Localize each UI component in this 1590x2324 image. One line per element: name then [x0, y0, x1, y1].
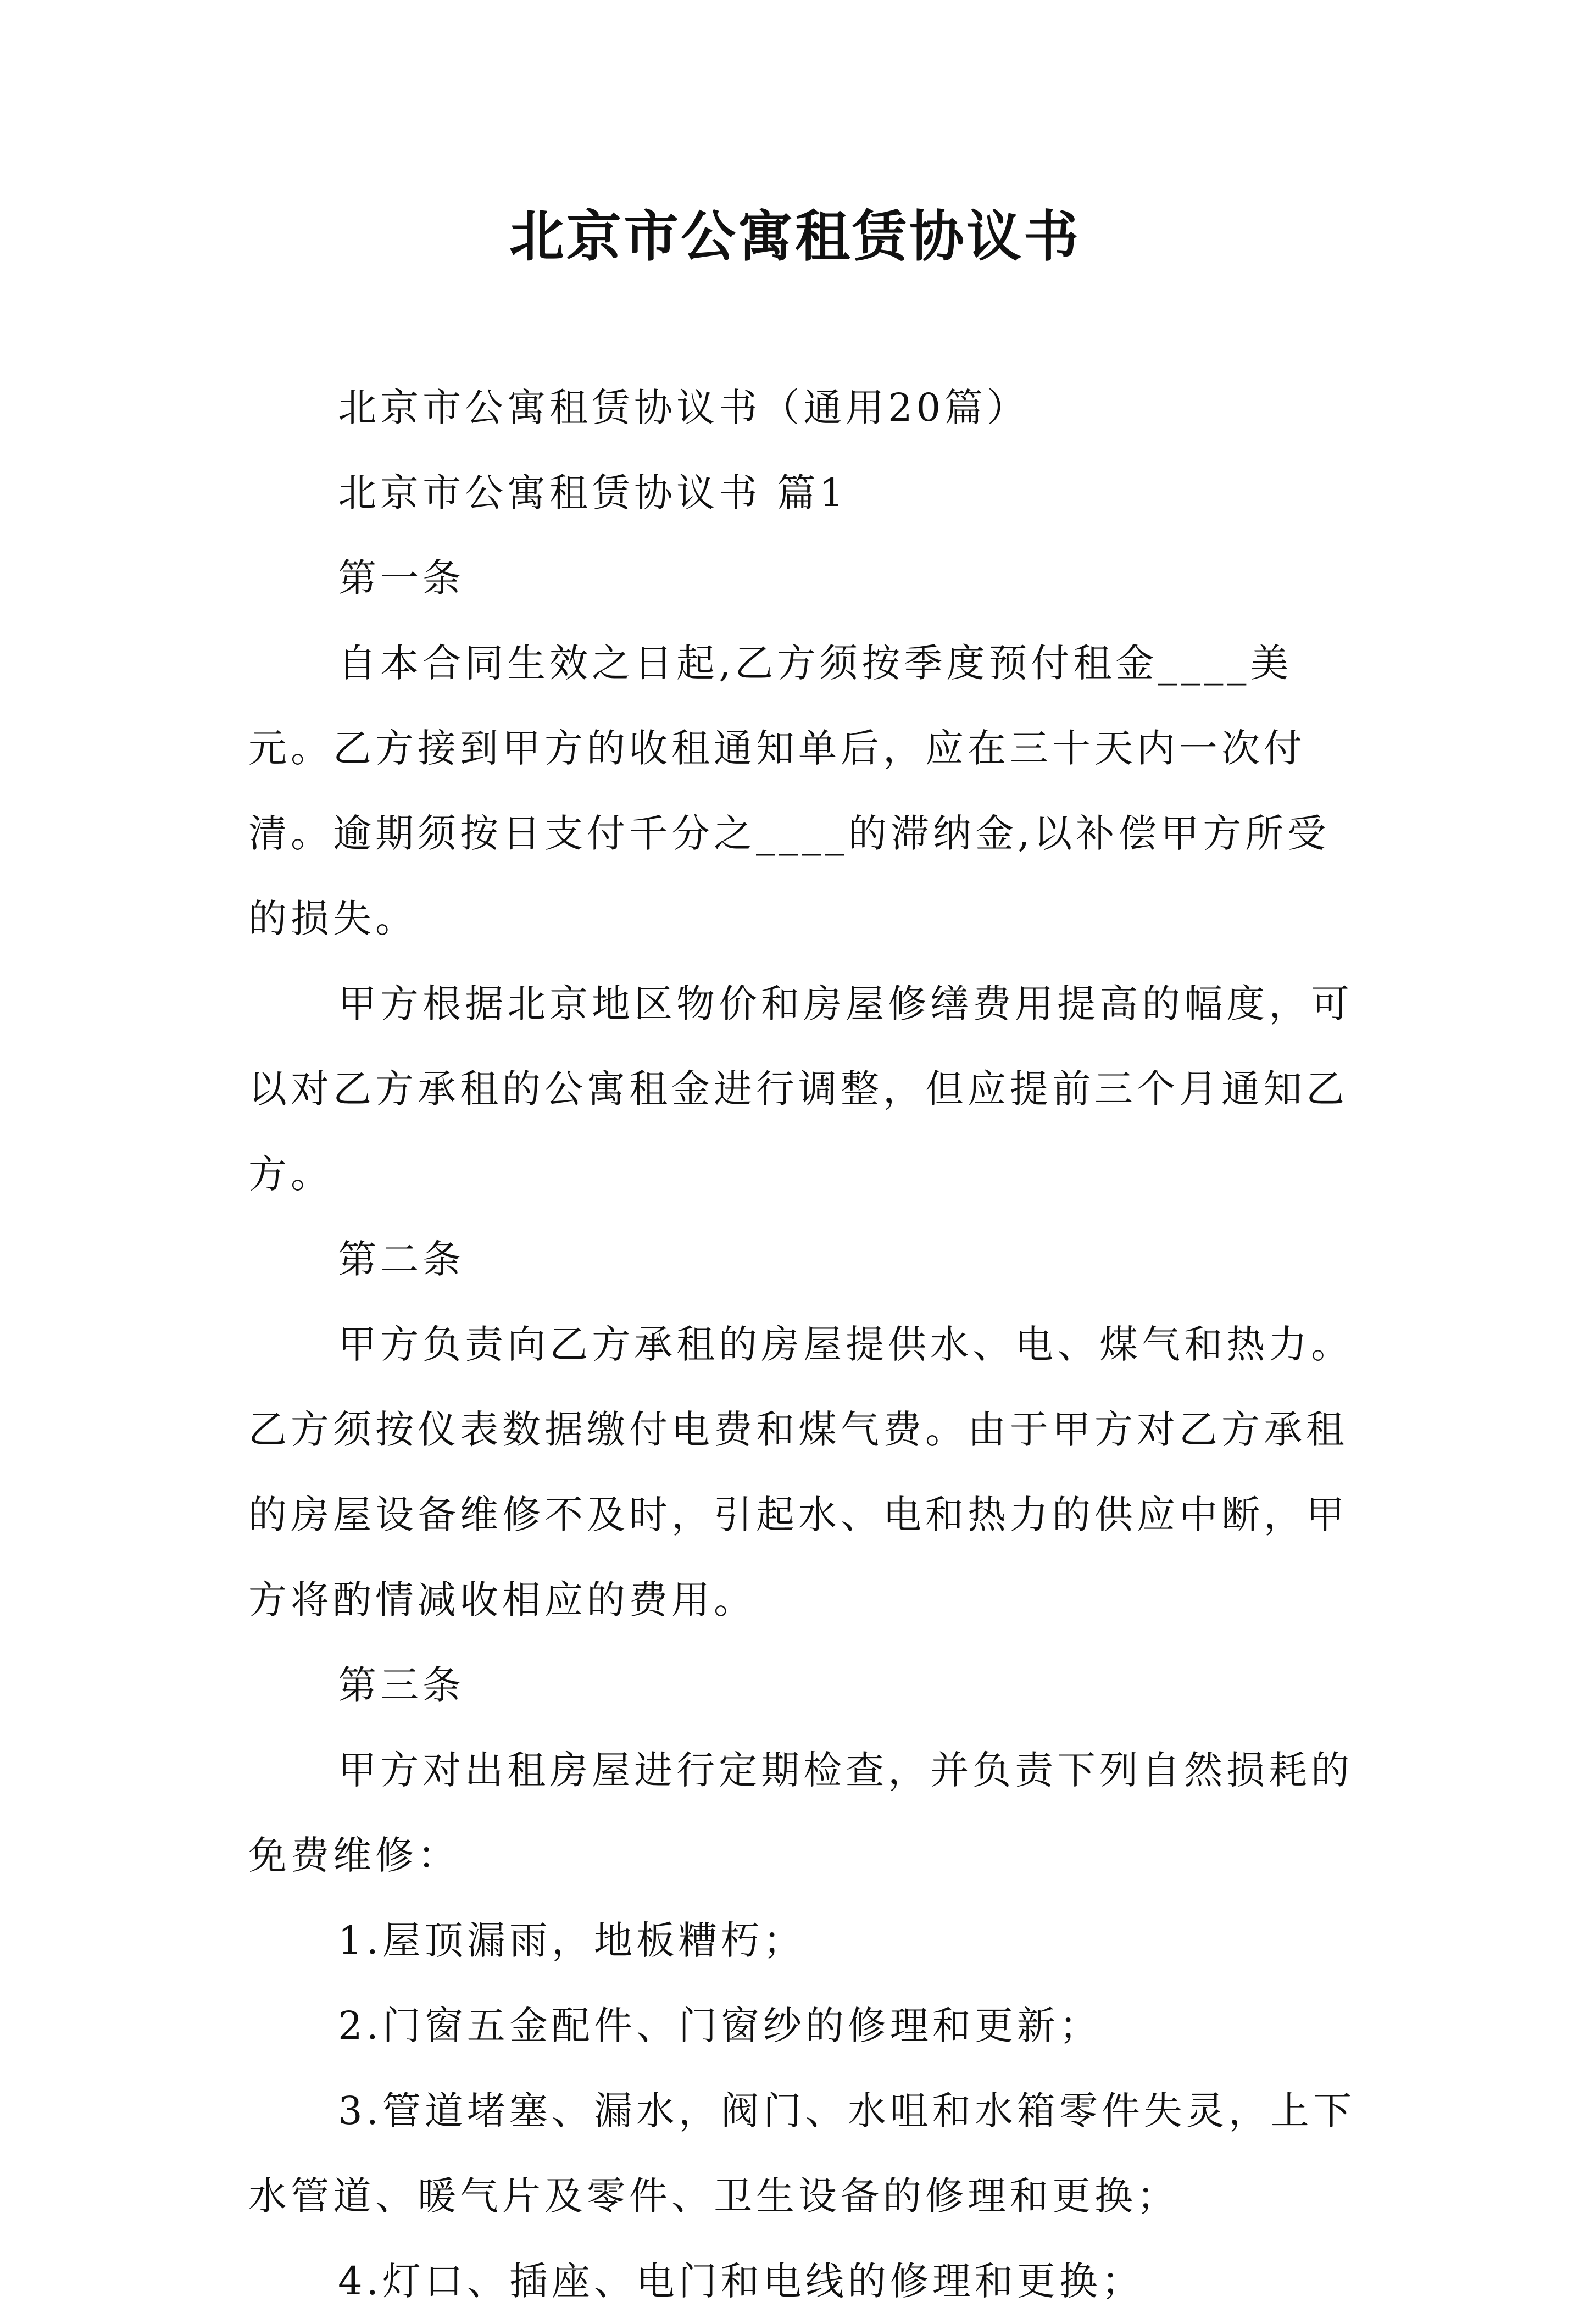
article-heading: 第二条	[338, 1237, 465, 1282]
document-title: 北京市公寓租赁协议书	[509, 204, 1081, 269]
list-item: 3.管道堵塞、漏水，阀门、水咀和水箱零件失灵，上下水管道、暖气片及零件、卫生设备的修理和更换；	[248, 2088, 1355, 2219]
list-item: 1.屋顶漏雨，地板糟朽；	[338, 1918, 805, 1963]
document-body	[248, 365, 1369, 2324]
article-heading: 第三条	[338, 1663, 465, 1708]
section-heading: 北京市公寓租赁协议书 篇1	[338, 470, 848, 515]
body-paragraph: 甲方对出租房屋进行定期检查，并负责下列自然损耗的免费维修：	[248, 1748, 1354, 1878]
body-paragraph: 甲方负责向乙方承租的房屋提供水、电、煤气和热力。乙方须按仪表数据缴付电费和煤气费。由于甲方对乙方承租的房屋设备维修不及时，引起水、电和热力的供应中断，甲方将酌情减收相应的费用。	[248, 1322, 1354, 1622]
subtitle-paragraph: 北京市公寓租赁协议书（通用20篇）	[338, 385, 1030, 430]
body-paragraph: 自本合同生效之日起,乙方须按季度预付租金____美元。乙方接到甲方的收租通知单后，应在三十天内一次付清。逾期须按日支付千分之____的滞纳金,以补偿甲方所受的损失。	[248, 641, 1330, 941]
list-item: 2.门窗五金配件、门窗纱的修理和更新；	[338, 2003, 1102, 2048]
list-item: 4.灯口、插座、电门和电线的修理和更换；	[338, 2259, 1144, 2304]
body-paragraph: 甲方根据北京地区物价和房屋修缮费用提高的幅度，可以对乙方承租的公寓租金进行调整，但应提前三个月通知乙方。	[248, 981, 1354, 1197]
article-heading: 第一条	[338, 555, 465, 601]
